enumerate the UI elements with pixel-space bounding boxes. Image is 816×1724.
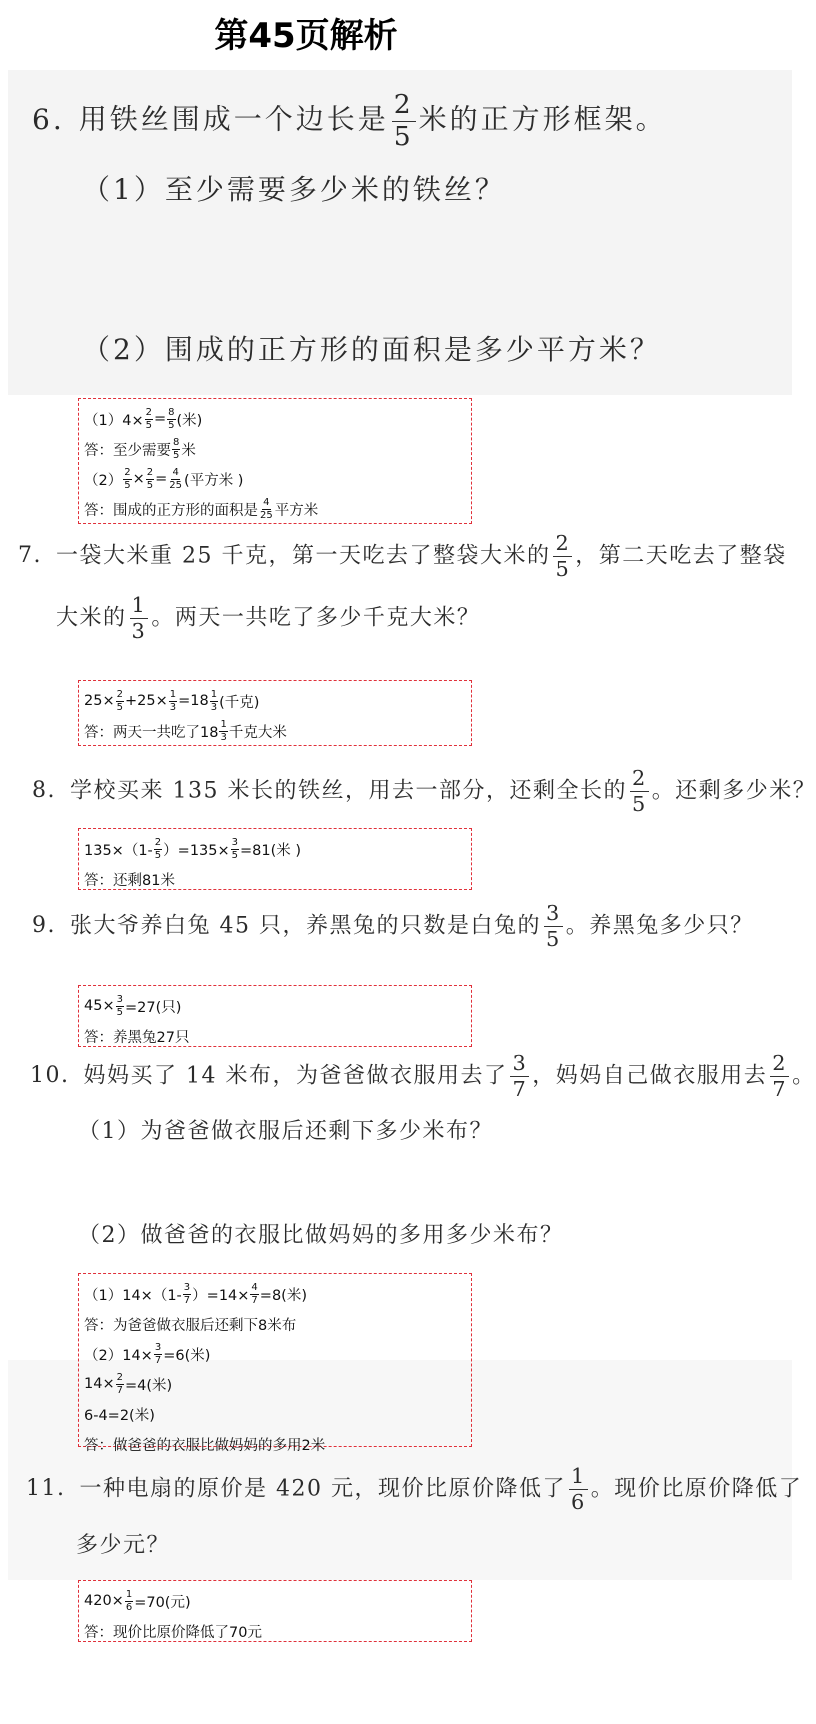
fraction: $\frac{1}{6}$ <box>570 1464 586 1514</box>
fraction: $\frac{3}{5}$ <box>545 901 561 951</box>
question-10-part-1: （1）为爸爸做衣服后还剩下多少米布？ <box>78 1119 493 1144</box>
question-10: 10. 妈妈买了 14 米布，为爸爸做衣服用去了 $\frac{3}{7}$ ，妈妈自己做衣服用去 $\frac{2}{7}$ 。 <box>30 1051 816 1101</box>
question-6: 6. 用铁丝围成一个边长是 $\frac{2}{5}$ 米的正方形框架。 <box>32 89 667 152</box>
fraction: $\frac{2}{5}$ <box>631 766 647 816</box>
question-11: 11. 一种电扇的原价是 420 元，现价比原价降低了 $\frac{1}{6}$ 。现价比原价降低了 <box>26 1464 803 1514</box>
question-7: 7. 一袋大米重 25 千克，第一天吃去了整袋大米的 $\frac{2}{5}$ ，第二天吃去了整袋 <box>18 531 787 581</box>
fraction: $\frac{1}{3}$ <box>131 593 147 643</box>
question-6-part-1: （1）至少需要多少米的铁丝？ <box>82 173 506 206</box>
fraction: $\frac{2}{7}$ <box>772 1051 788 1101</box>
fraction: $\frac{2}{5}$ <box>393 89 414 152</box>
question-9: 9. 张大爷养白兔 45 只，养黑兔的只数是白兔的 $\frac{3}{5}$ 。养黑兔多少只？ <box>32 901 754 951</box>
answer-box-8: 135×（1- $\frac{2}{5}$ ）=135× $\frac{3}{5}$ =81(米 ) 答：还剩81米 <box>78 828 472 890</box>
question-11-line-2: 多少元？ <box>76 1533 171 1558</box>
answer-box-6: （1）4× $\frac{2}{5}$ = $\frac{8}{5}$ (米) 答：至少需要 $\frac{8}{5}$ 米 （2） $\frac{2}{5}$ × $\frac{2}{5}$ = $\frac{4}{25}$ (平方米 ) 答：围成的正方形的面积是 $\frac{4}{25}$ 平方米 <box>78 398 472 524</box>
answer-box-10: （1）14×（1- $\frac{3}{7}$ ）=14× $\frac{4}{7}$ =8(米) 答：为爸爸做衣服后还剩下8米布 （2）14× $\frac{3}{7}$ =6(米) 14× $\frac{2}{7}$ =4(米) 6-4=2(米) 答：做爸爸的衣服比做妈妈的多用2米 <box>78 1273 472 1447</box>
question-6-part-2: （2）围成的正方形的面积是多少平方米？ <box>82 333 661 366</box>
answer-box-11: 420× $\frac{1}{6}$ =70(元) 答：现价比原价降低了70元 <box>78 1580 472 1642</box>
fraction: $\frac{3}{7}$ <box>512 1051 528 1101</box>
question-7-line-2: 大米的 $\frac{1}{3}$ 。两天一共吃了多少千克大米？ <box>56 593 481 643</box>
page-title: 第45页解析 <box>214 16 398 56</box>
answer-box-9: 45× $\frac{3}{5}$ =27(只) 答：养黑兔27只 <box>78 985 472 1047</box>
question-10-part-2: （2）做爸爸的衣服比做妈妈的多用多少米布？ <box>78 1223 564 1248</box>
fraction: $\frac{2}{5}$ <box>555 531 571 581</box>
answer-box-7: 25× $\frac{2}{5}$ +25× $\frac{1}{3}$ =18 $\frac{1}{3}$ (千克) 答：两天一共吃了18 $\frac{1}{3}$ 千克大米 <box>78 680 472 746</box>
question-8: 8. 学校买来 135 米长的铁丝，用去一部分，还剩全长的 $\frac{2}{5}$ 。还剩多少米？ <box>32 766 816 816</box>
